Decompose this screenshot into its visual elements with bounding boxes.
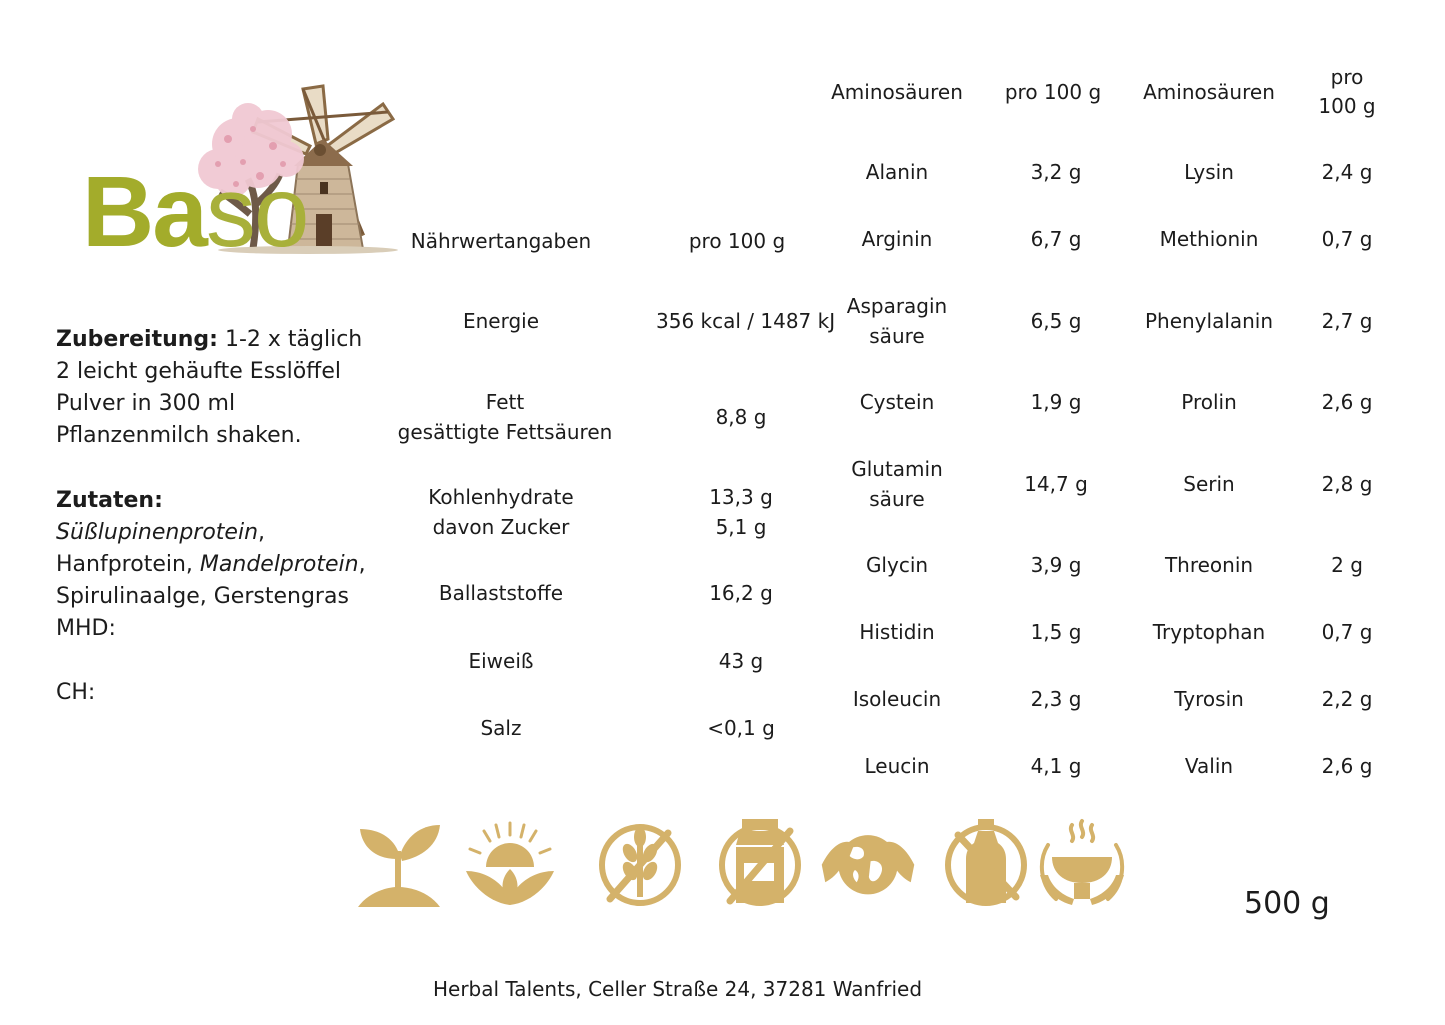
amino-name-right-1: Methionin	[1159, 227, 1259, 251]
nutrition-label-carbs: Kohlenhydrate	[428, 485, 574, 509]
amino-name-6: Histidin	[859, 620, 935, 644]
earth-leaves-icon	[820, 815, 916, 911]
nutrition-header-value: pro 100 g	[688, 229, 786, 253]
amino-name-3: Cystein	[859, 390, 935, 414]
amino-header-name-1: Aminosäuren	[831, 80, 963, 104]
nutrition-label-fiber: Ballaststoffe	[438, 581, 564, 605]
nutrition-sublabel-saturated: gesättigte Fettsäuren	[397, 420, 613, 444]
nutrition-header-label: Nährwertangaben	[410, 229, 592, 253]
amino-value-right-5: 2 g	[1331, 553, 1363, 577]
amino-value-8: 4,1 g	[1030, 754, 1082, 778]
amino-name-2: Asparagin	[846, 294, 948, 318]
nutrition-value-protein: 43 g	[718, 649, 764, 673]
gluten-free-icon	[592, 815, 688, 911]
hands-bowl-icon	[1034, 815, 1130, 911]
amino-header-value-1: pro 100 g	[1004, 80, 1102, 104]
nutrition-value-salt: <0,1 g	[707, 716, 775, 740]
amino-value-right-4: 2,8 g	[1321, 472, 1373, 496]
amino-name-right-3: Prolin	[1181, 390, 1237, 414]
mhd-label: MHD:	[56, 616, 116, 641]
amino-header-name-2: Aminosäuren	[1143, 80, 1275, 104]
nutrition-label-salt: Salz	[480, 716, 522, 740]
amino-name-7: Isoleucin	[852, 687, 942, 711]
brand-logo-text: Baso	[82, 156, 308, 268]
amino-name-4: Glutamin	[851, 457, 943, 481]
amino-name-right-5: Threonin	[1164, 553, 1254, 577]
amino-name-2-line2: säure	[869, 324, 925, 348]
amino-value-right-0: 2,4 g	[1321, 160, 1373, 184]
nutrition-label-energy: Energie	[462, 309, 540, 333]
amino-value-2: 6,5 g	[1030, 309, 1082, 333]
ingredients-sep1: , Hanfprotein,	[56, 520, 266, 577]
amino-name-5: Glycin	[865, 553, 929, 577]
amino-name-right-8: Valin	[1184, 754, 1234, 778]
amino-name-right-2: Phenylalanin	[1144, 309, 1274, 333]
nutrition-value-carbs: 13,3 g	[709, 485, 773, 509]
amino-value-6: 1,5 g	[1030, 620, 1082, 644]
amino-value-right-6: 0,7 g	[1321, 620, 1373, 644]
amino-header-value-2b: 100 g	[1318, 94, 1376, 118]
amino-name-right-4: Serin	[1183, 472, 1235, 496]
amino-name-1: Arginin	[861, 227, 933, 251]
ingredients-sep2: , Spirulinaalge, Gerstengras	[56, 552, 366, 609]
preparation-label: Zubereitung:	[56, 327, 218, 352]
lactose-free-icon	[712, 815, 808, 911]
nutrition-label-fat: Fett	[485, 390, 525, 414]
certification-icons	[350, 815, 1140, 915]
ingredient-almond: Mandelprotein	[199, 552, 359, 577]
plant-sprout-icon	[350, 815, 446, 911]
ch-label: CH:	[56, 680, 96, 705]
amino-name-right-6: Tryptophan	[1152, 620, 1266, 644]
no-plastic-bottle-icon	[938, 815, 1034, 911]
net-weight: 500 g	[1244, 886, 1330, 921]
amino-value-5: 3,9 g	[1030, 553, 1082, 577]
amino-value-7: 2,3 g	[1030, 687, 1082, 711]
preparation-instructions: 1-2 x täglich 2 leicht gehäufte Esslöffel Pulver in 300 ml Pflanzenmilch shaken.	[56, 327, 363, 448]
ingredients-text	[56, 485, 376, 613]
amino-value-3: 1,9 g	[1030, 390, 1082, 414]
amino-value-right-1: 0,7 g	[1321, 227, 1373, 251]
amino-value-1: 6,7 g	[1030, 227, 1082, 251]
amino-name-right-0: Lysin	[1184, 160, 1234, 184]
ingredients-label: Zutaten:	[56, 488, 163, 513]
nutrition-value-fiber: 16,2 g	[709, 581, 773, 605]
nutrition-value-energy: 356 kcal / 1487 kJ	[656, 309, 836, 333]
footer-address: Herbal Talents, Celler Straße 24, 37281 Wanfried	[432, 977, 923, 1001]
amino-value-0: 3,2 g	[1030, 160, 1082, 184]
amino-name-8: Leucin	[864, 754, 930, 778]
amino-name-4-line2: säure	[869, 487, 925, 511]
amino-value-right-7: 2,2 g	[1321, 687, 1373, 711]
amino-name-0: Alanin	[865, 160, 929, 184]
amino-value-4: 14,7 g	[1024, 472, 1088, 496]
amino-name-right-7: Tyrosin	[1174, 687, 1244, 711]
amino-header-value-2a: pro	[1330, 65, 1364, 89]
nutrition-sublabel-sugar: davon Zucker	[432, 515, 570, 539]
amino-value-right-8: 2,6 g	[1321, 754, 1373, 778]
nutrition-label-protein: Eiweiß	[468, 649, 534, 673]
nutrition-value-fat: 8,8 g	[715, 405, 767, 429]
amino-value-right-2: 2,7 g	[1321, 309, 1373, 333]
amino-value-right-3: 2,6 g	[1321, 390, 1373, 414]
preparation-text	[56, 324, 376, 452]
sun-leaves-icon	[462, 815, 558, 911]
nutrition-value-sugar: 5,1 g	[715, 515, 767, 539]
ingredient-lupin: Süßlupinenprotein	[56, 520, 259, 545]
